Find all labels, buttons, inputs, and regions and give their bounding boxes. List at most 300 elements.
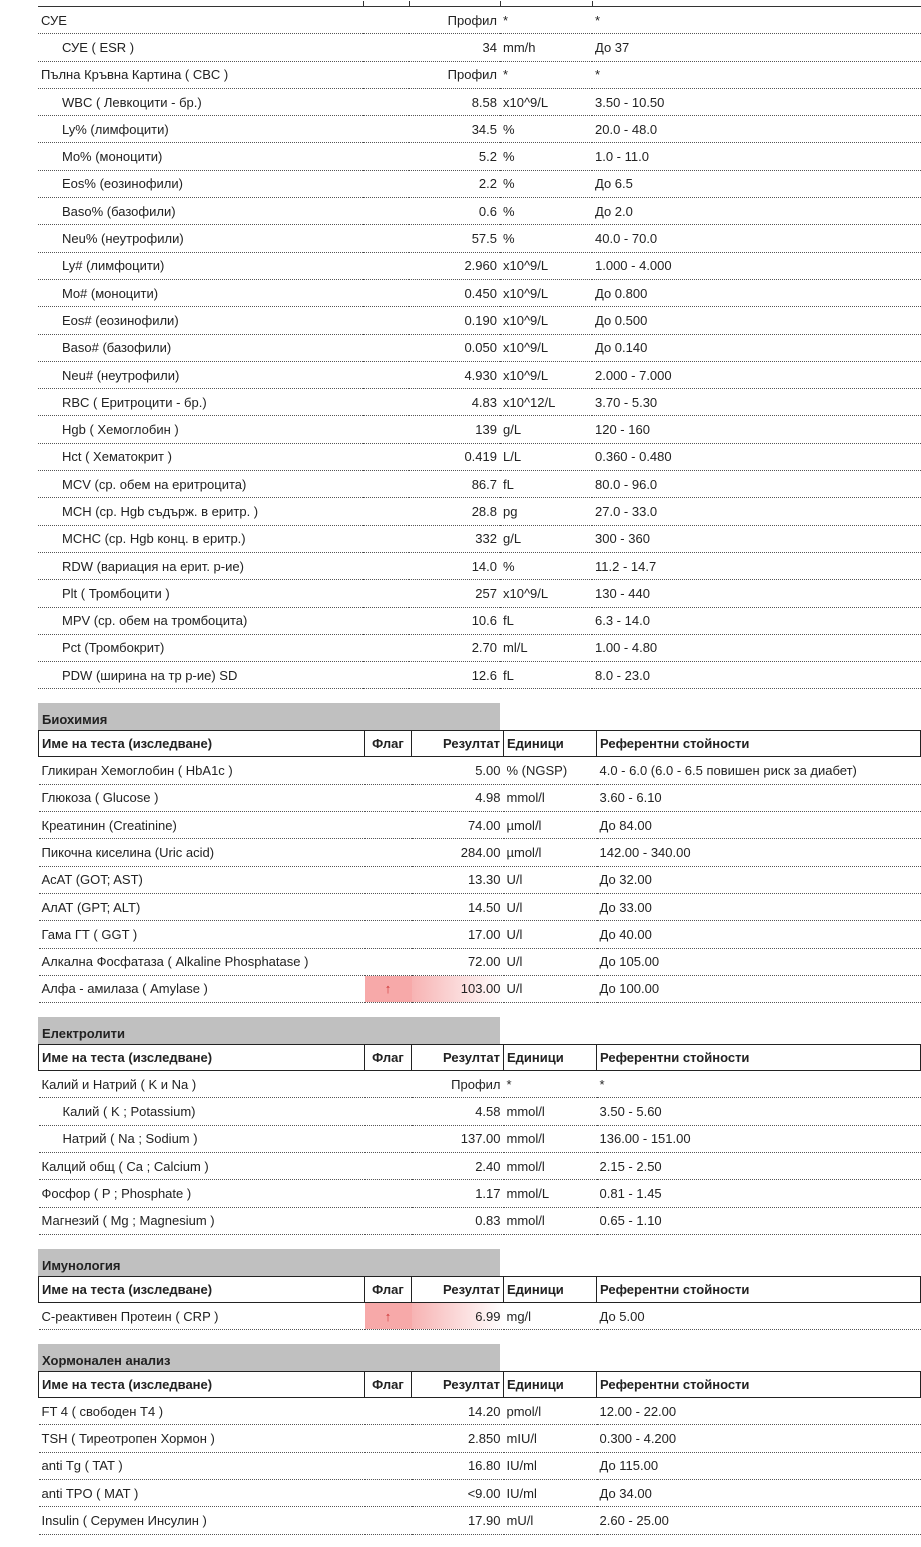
units: mmol/l [504,1098,597,1125]
units: x10^9/L [500,334,592,361]
result: 4.98 [412,784,504,811]
test-name: Mo% (моноцити) [38,143,363,170]
table-row [38,252,921,279]
column-header-flag: Флаг [365,731,412,757]
test-name: PDW (ширина на тр р-ие) SD [38,662,363,689]
test-name: Neu% (неутрофили) [38,225,363,252]
reference: 3.70 - 5.30 [592,389,921,416]
result: 2.850 [412,1425,504,1452]
test-name: Pct (Тромбокрит) [38,634,363,661]
units: U/l [504,893,597,920]
reference: До 6.5 [592,170,921,197]
reference: 12.00 - 22.00 [597,1398,921,1425]
test-name: Plt ( Тромбоцити ) [38,580,363,607]
units: x10^9/L [500,361,592,388]
column-header-reference: Референтни стойности [597,731,921,757]
table-header [39,1372,921,1398]
test-name: Калий ( K ; Potassium) [39,1098,365,1125]
test-name: СУЕ [38,7,363,34]
column-header-reference: Референтни стойности [597,1045,921,1071]
test-name: anti Tg ( TAT ) [39,1452,365,1479]
column-header-test-name: Име на теста (изследване) [39,1276,365,1302]
reference: 8.0 - 23.0 [592,662,921,689]
flag [363,443,409,470]
reference: 2.60 - 25.00 [597,1507,921,1534]
test-name: Гликиран Хемоглобин ( HbA1c ) [39,757,365,784]
units: U/l [504,866,597,893]
reference: До 2.0 [592,198,921,225]
table-row [39,1098,921,1125]
results-table [38,1371,921,1534]
flag [365,1452,412,1479]
table-row [38,471,921,498]
column-header-units: Единици [504,1045,597,1071]
results-table [38,1044,921,1235]
flag [365,1398,412,1425]
result: 2.40 [412,1152,504,1179]
test-name: Глюкоза ( Glucose ) [39,784,365,811]
reference: 80.0 - 96.0 [592,471,921,498]
table-row [38,225,921,252]
test-name: Eos% (еозинофили) [38,170,363,197]
units: x10^9/L [500,88,592,115]
result: 2.70 [409,634,500,661]
units: x10^9/L [500,252,592,279]
test-name: Ly% (лимфоцити) [38,116,363,143]
flag [363,498,409,525]
flag [365,812,412,839]
table-row [39,921,921,948]
units: x10^12/L [500,389,592,416]
units: pg [500,498,592,525]
table-row [39,893,921,920]
test-name: Алкална Фосфатаза ( Alkaline Phosphatase ) [39,948,365,975]
units: % [500,198,592,225]
test-name: Алфа - амилаза ( Amylase ) [39,975,365,1002]
result: 28.8 [409,498,500,525]
table-row [39,1152,921,1179]
units: pmol/l [504,1398,597,1425]
reference: 120 - 160 [592,416,921,443]
reference: 1.00 - 4.80 [592,634,921,661]
test-name: RDW (вариация на ерит. р-ие) [38,552,363,579]
reference: 4.0 - 6.0 (6.0 - 6.5 повишен риск за диабет) [597,757,921,784]
section-title: Хормонален анализ [38,1344,500,1371]
result: 12.6 [409,662,500,689]
units: mmol/L [504,1180,597,1207]
table-header [39,1045,921,1071]
test-name: Hct ( Хематокрит ) [38,443,363,470]
table-row [38,198,921,225]
table-row [39,866,921,893]
reference: 3.50 - 10.50 [592,88,921,115]
table-row [38,662,921,689]
units: U/l [504,921,597,948]
table-row [38,170,921,197]
table-row [38,416,921,443]
reference: * [592,7,921,34]
test-name: Neu# (неутрофили) [38,361,363,388]
flag [363,7,409,34]
units: % [500,170,592,197]
reference: 40.0 - 70.0 [592,225,921,252]
flag [363,88,409,115]
reference: 1.000 - 4.000 [592,252,921,279]
result: 0.190 [409,307,500,334]
table-row [38,498,921,525]
units: mmol/l [504,1152,597,1179]
table-row [38,361,921,388]
column-header-test-name: Име на теста (изследване) [39,1045,365,1071]
reference: 20.0 - 48.0 [592,116,921,143]
test-name: C-реактивен Протеин ( CRP ) [39,1302,365,1329]
result: 17.90 [412,1507,504,1534]
flag [365,948,412,975]
test-name: anti TPO ( MAT ) [39,1480,365,1507]
test-name: Калций общ ( Ca ; Calcium ) [39,1152,365,1179]
flag [365,757,412,784]
flag [363,170,409,197]
result: 137.00 [412,1125,504,1152]
result: 13.30 [412,866,504,893]
flag [365,1507,412,1534]
flag [365,784,412,811]
flag [363,634,409,661]
table-row [38,34,921,61]
reference: 0.300 - 4.200 [597,1425,921,1452]
flag [363,143,409,170]
result: 103.00 [412,975,504,1002]
result: 74.00 [412,812,504,839]
column-header-units: Единици [504,731,597,757]
units: U/l [504,948,597,975]
units: * [500,61,592,88]
result: Профил [412,1071,504,1098]
result: 72.00 [412,948,504,975]
units: % [500,116,592,143]
flag [363,334,409,361]
reference: 0.65 - 1.10 [597,1207,921,1234]
units: L/L [500,443,592,470]
test-name: Baso% (базофили) [38,198,363,225]
table-row [39,1452,921,1479]
result: 2.960 [409,252,500,279]
table-row [39,757,921,784]
reference: До 115.00 [597,1452,921,1479]
reference: 11.2 - 14.7 [592,552,921,579]
units: mmol/l [504,1125,597,1152]
flag [363,34,409,61]
reference: До 105.00 [597,948,921,975]
reference: 1.0 - 11.0 [592,143,921,170]
test-name: Калий и Натрий ( K и Na ) [39,1071,365,1098]
column-header-result: Резултат [412,1045,504,1071]
result: 139 [409,416,500,443]
test-name: Фосфор ( P ; Phosphate ) [39,1180,365,1207]
results-table [38,1276,921,1330]
units: x10^9/L [500,307,592,334]
result: 14.50 [412,893,504,920]
test-name: Пикочна киселина (Uric acid) [39,839,365,866]
flag [365,1152,412,1179]
reference: 130 - 440 [592,580,921,607]
result: 284.00 [412,839,504,866]
units: µmol/l [504,839,597,866]
reference: 300 - 360 [592,525,921,552]
reference: До 84.00 [597,812,921,839]
result: 5.00 [412,757,504,784]
column-header-reference: Референтни стойности [597,1372,921,1398]
units: mIU/l [504,1425,597,1452]
column-header-flag: Флаг [365,1372,412,1398]
column-header-result: Резултат [412,1372,504,1398]
table-row [38,307,921,334]
result: 257 [409,580,500,607]
reference: До 32.00 [597,866,921,893]
result: 4.83 [409,389,500,416]
test-name: RBC ( Еритроцити - бр.) [38,389,363,416]
table-row [38,634,921,661]
table-row [39,784,921,811]
table-row [38,607,921,634]
flag [365,1125,412,1152]
flag [363,580,409,607]
test-name: Натрий ( Na ; Sodium ) [39,1125,365,1152]
reference: До 0.800 [592,279,921,306]
units: U/l [504,975,597,1002]
reference: 2.000 - 7.000 [592,361,921,388]
result: 14.0 [409,552,500,579]
flag [363,471,409,498]
units: * [504,1071,597,1098]
result: 16.80 [412,1452,504,1479]
table-row [38,580,921,607]
units: IU/ml [504,1452,597,1479]
lab-results [38,0,921,1535]
column-header-result: Резултат [412,731,504,757]
test-name: Insulin ( Серумен Инсулин ) [39,1507,365,1534]
result: 34.5 [409,116,500,143]
column-header-flag: Флаг [365,1276,412,1302]
result: 17.00 [412,921,504,948]
table-row [38,143,921,170]
flag [365,866,412,893]
flag [363,307,409,334]
reference: До 34.00 [597,1480,921,1507]
reference: * [592,61,921,88]
table-row [39,1425,921,1452]
flag [363,416,409,443]
top-divider [38,0,921,7]
results-table [38,7,921,689]
table-row [38,334,921,361]
reference: 142.00 - 340.00 [597,839,921,866]
units: % [500,143,592,170]
reference: До 100.00 [597,975,921,1002]
test-name: TSH ( Тиреотропен Хормон ) [39,1425,365,1452]
section-title: Биохимия [38,703,500,730]
test-name: FT 4 ( свободен T4 ) [39,1398,365,1425]
flag [365,1098,412,1125]
result: 34 [409,34,500,61]
column-header-result: Резултат [412,1276,504,1302]
result: 2.2 [409,170,500,197]
table-row [38,7,921,34]
result: 10.6 [409,607,500,634]
result: 0.419 [409,443,500,470]
flag [365,1207,412,1234]
table-row [38,552,921,579]
reference: 3.60 - 6.10 [597,784,921,811]
result: 8.58 [409,88,500,115]
test-name: WBC ( Левкоцити - бр.) [38,88,363,115]
flag [365,839,412,866]
flag [363,552,409,579]
units: µmol/l [504,812,597,839]
column-header-test-name: Име на теста (изследване) [39,731,365,757]
flag [365,893,412,920]
table-row [38,279,921,306]
flag [365,1071,412,1098]
table-header [39,1276,921,1302]
table-row [39,1207,921,1234]
table-header [39,731,921,757]
test-name: АлАТ (GPT; ALT) [39,893,365,920]
units: g/L [500,416,592,443]
test-name: Eos# (еозинофили) [38,307,363,334]
result: 14.20 [412,1398,504,1425]
table-row [39,1302,921,1329]
result: 332 [409,525,500,552]
reference: До 0.500 [592,307,921,334]
test-name: Ly# (лимфоцити) [38,252,363,279]
flag [365,1425,412,1452]
reference: 27.0 - 33.0 [592,498,921,525]
test-name: Гама ГТ ( GGT ) [39,921,365,948]
flag [363,607,409,634]
test-name: Baso# (базофили) [38,334,363,361]
result: 0.83 [412,1207,504,1234]
flag [363,525,409,552]
reference: До 0.140 [592,334,921,361]
flag [365,921,412,948]
table-row [39,1507,921,1534]
reference: 6.3 - 14.0 [592,607,921,634]
result: Профил [409,61,500,88]
table-row [39,948,921,975]
result: 0.6 [409,198,500,225]
table-row [39,1180,921,1207]
flag [363,662,409,689]
table-row [38,88,921,115]
test-name: Пълна Кръвна Картина ( CBC ) [38,61,363,88]
test-name: MCHC (ср. Hgb конц. в еритр.) [38,525,363,552]
column-header-units: Единици [504,1372,597,1398]
units: * [500,7,592,34]
test-name: MCH (ср. Hgb съдърж. в еритр. ) [38,498,363,525]
test-name: MCV (ср. обем на еритроцита) [38,471,363,498]
units: g/L [500,525,592,552]
table-row [39,1398,921,1425]
flag [363,252,409,279]
table-row [38,389,921,416]
result: 4.930 [409,361,500,388]
reference: 136.00 - 151.00 [597,1125,921,1152]
units: ml/L [500,634,592,661]
result: Профил [409,7,500,34]
units: mU/l [504,1507,597,1534]
reference: 3.50 - 5.60 [597,1098,921,1125]
test-name: Креатинин (Creatinine) [39,812,365,839]
result: 57.5 [409,225,500,252]
reference: До 33.00 [597,893,921,920]
column-header-flag: Флаг [365,1045,412,1071]
table-row [39,839,921,866]
flag [363,225,409,252]
flag [365,1480,412,1507]
result: 6.99 [412,1302,504,1329]
flag-high-arrow-icon: ↑ [365,1302,412,1329]
table-row [39,812,921,839]
result: <9.00 [412,1480,504,1507]
result: 0.450 [409,279,500,306]
results-table [38,730,921,1003]
test-name: AcAT (GOT; AST) [39,866,365,893]
units: % [500,225,592,252]
test-name: Hgb ( Хемоглобин ) [38,416,363,443]
column-header-test-name: Име на теста (изследване) [39,1372,365,1398]
units: x10^9/L [500,580,592,607]
units: x10^9/L [500,279,592,306]
result: 0.050 [409,334,500,361]
flag [365,1180,412,1207]
table-row [38,525,921,552]
units: % [500,552,592,579]
flag [363,361,409,388]
reference: До 5.00 [597,1302,921,1329]
table-row [38,61,921,88]
reference: До 40.00 [597,921,921,948]
flag-high-arrow-icon: ↑ [365,975,412,1002]
test-name: MPV (ср. обем на тромбоцита) [38,607,363,634]
units: fL [500,662,592,689]
result: 1.17 [412,1180,504,1207]
units: mmol/l [504,1207,597,1234]
reference: * [597,1071,921,1098]
units: mmol/l [504,784,597,811]
units: mm/h [500,34,592,61]
result: 86.7 [409,471,500,498]
table-row [39,1071,921,1098]
reference: 0.81 - 1.45 [597,1180,921,1207]
units: % (NGSP) [504,757,597,784]
table-row [39,1480,921,1507]
table-row [38,443,921,470]
result: 5.2 [409,143,500,170]
table-row [39,1125,921,1152]
column-header-units: Единици [504,1276,597,1302]
flag [363,389,409,416]
table-row [39,975,921,1002]
units: fL [500,471,592,498]
test-name: СУЕ ( ESR ) [38,34,363,61]
units: IU/ml [504,1480,597,1507]
reference: 0.360 - 0.480 [592,443,921,470]
table-row [38,116,921,143]
test-name: Магнезий ( Mg ; Magnesium ) [39,1207,365,1234]
section-title: Имунология [38,1249,500,1276]
units: mg/l [504,1302,597,1329]
